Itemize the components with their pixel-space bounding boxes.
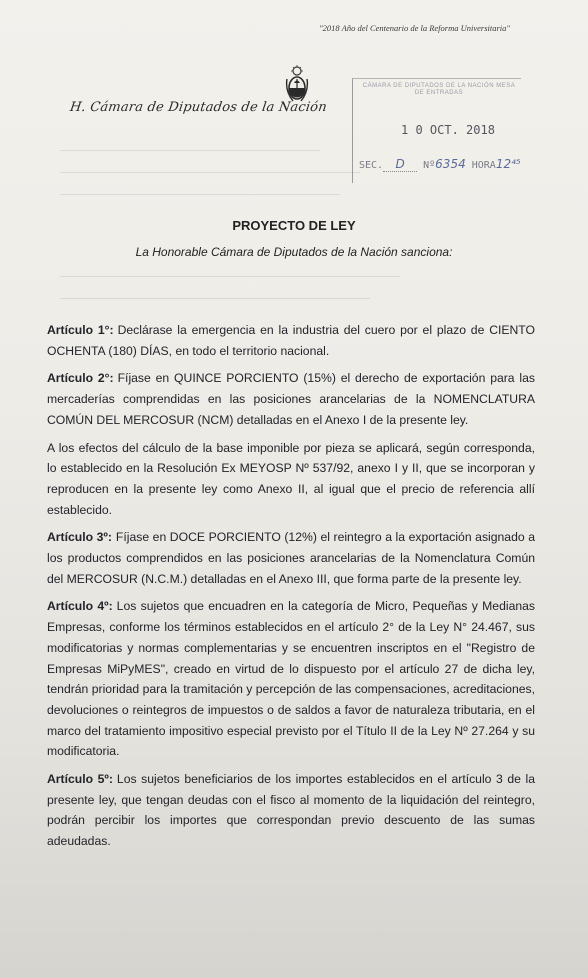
- article-label: Artículo 5º:: [47, 772, 113, 787]
- header-motto: "2018 Año del Centenario de la Reforma Universitaria": [319, 23, 510, 33]
- document-title: PROYECTO DE LEY: [232, 218, 356, 233]
- stamp-number-label: Nº: [423, 160, 436, 171]
- document-body: [47, 320, 535, 859]
- article-text: Los sujetos beneficiarios de los importes establecidos en el artículo 3 de la presente ley, que tengan deudas con el fisco al momento de la liquidación del reintegro, podrán percibir los importes que correspondan previo descuento de las sumas adeudadas.: [47, 772, 535, 849]
- reception-stamp: [352, 78, 521, 183]
- bleed-through-line: [60, 194, 340, 195]
- stamp-hora-value: 12⁴⁵: [495, 157, 521, 171]
- article-text: Los sujetos que encuadren en la categoría de Micro, Pequeñas y Medianas Empresas, conforme los términos establecidos en el artículo 2° de la Ley N° 24.467, sus modificatorias y normas complementarias y se encuentren inscriptos en el "Registro de Empresas MiPyMES", creado en virtud de lo dispuesto por el artículo 27 de dicha ley, tendrán prioridad para la tramitación y percepción de las compensaciones, acreditaciones, devoluciones o reintegros de impuestos o de saldos a favor de naturaleza tributaria, en el marco del tratamiento impositivo especial previsto por el Título II de la Ley Nº 27.264 y su modificatoria.: [47, 599, 535, 759]
- stamp-sec-value: D: [395, 157, 405, 171]
- article-2: [47, 368, 535, 430]
- article-label: Artículo 1°:: [47, 323, 114, 337]
- article-5: [47, 769, 535, 852]
- stamp-sec-label: SEC.: [359, 160, 384, 171]
- document-subtitle: La Honorable Cámara de Diputados de la Nación sanciona:: [135, 245, 453, 259]
- article-text: Declárase la emergencia en la industria del cuero por el plazo de CIENTO OCHENTA (180) DÍAS, en todo el territorio nacional.: [47, 323, 536, 358]
- stamp-heading: CÁMARA DE DIPUTADOS DE LA NACIÓN MESA DE ENTRADAS: [362, 83, 516, 96]
- article-3: [47, 527, 535, 589]
- article-label: Artículo 3º:: [47, 530, 112, 545]
- article-label: Artículo 4º:: [47, 599, 113, 614]
- article-label: Artículo 2°:: [47, 371, 114, 386]
- bleed-through-line: [60, 276, 400, 277]
- bleed-through-line: [60, 150, 320, 151]
- article-1: [47, 320, 535, 361]
- article-text: A los efectos del cálculo de la base imponible por pieza se aplicará, según corresponda, lo establecido en la Resolución Ex MEYOSP Nº 537/92, anexo I y II, que se incorporan y reproducen en la presente ley como Anexo II, al igual que el precio de referencia allí establecido.: [47, 440, 535, 517]
- stamp-date: 1 0 OCT. 2018: [401, 123, 495, 137]
- stamp-number-value: 6354: [435, 157, 466, 171]
- stamp-hora-label: HORA: [471, 160, 496, 171]
- bleed-through-line: [60, 172, 360, 173]
- stamp-sec-line: [359, 157, 521, 172]
- article-4: [47, 596, 535, 762]
- chamber-letterhead: H. Cámara de Diputados de la Nación: [68, 100, 328, 115]
- national-shield-icon: [285, 65, 309, 105]
- article-text: Fíjase en QUINCE PORCIENTO (15%) el derecho de exportación para las mercaderías comprendidas en las posiciones arancelarias de la NOMENCLATURA COMÚN DEL MERCOSUR (NCM) detalladas en el Anexo I de la presente ley.: [47, 371, 536, 427]
- article-text: Fíjase en DOCE PORCIENTO (12%) el reintegro a la exportación asignado a los productos comprendidos en las posiciones arancelarias de la Nomenclatura Común del MERCOSUR (N.C.M.) detalladas en el Anexo III, que forma parte de la presente ley.: [47, 530, 535, 586]
- bleed-through-line: [60, 298, 370, 299]
- article-2-paragraph-2: [47, 438, 535, 521]
